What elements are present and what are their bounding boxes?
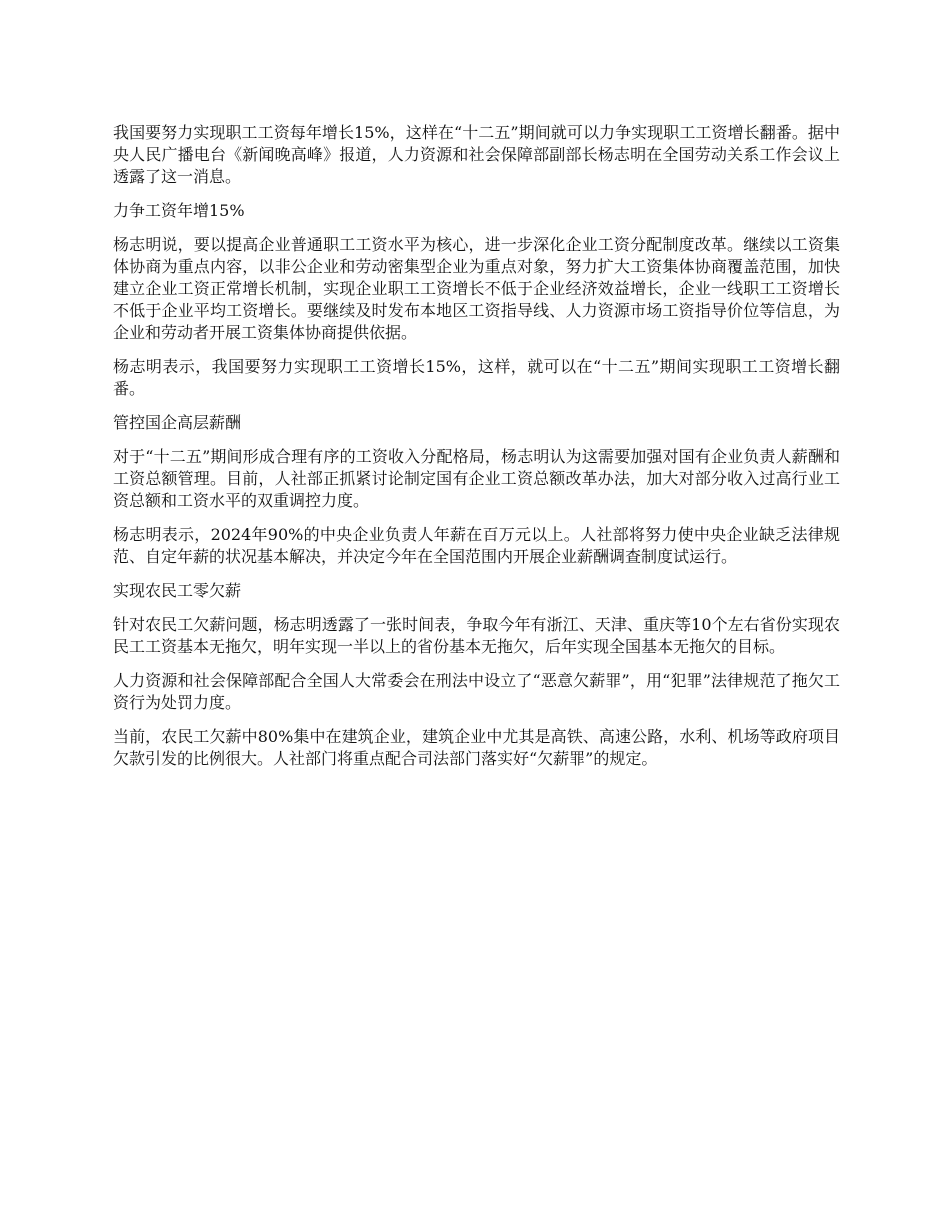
- document-page: [113, 122, 840, 782]
- section-heading-migrant-wages: 实现农民工零欠薪: [113, 581, 242, 600]
- paragraph-criminal-law: 人力资源和社会保障部配合全国人大常委会在刑法中设立了“恶意欠薪罪”，用“犯罪”法律规范了拖欠工资行为处罚力度。: [113, 671, 840, 712]
- section-heading-soe-pay: 管控国企高层薪酬: [113, 413, 242, 432]
- paragraph-arrears-timeline: 针对农民工欠薪问题，杨志明透露了一张时间表，争取今年有浙江、天津、重庆等10个左右省份实现农民工工资基本无拖欠，明年实现一半以上的省份基本无拖欠，后年实现全国基本无拖欠的目标。: [113, 615, 840, 656]
- paragraph-wage-reform: 杨志明说，要以提高企业普通职工工资水平为核心，进一步深化企业工资分配制度改革。继续以工资集体协商为重点内容，以非公企业和劳动密集型企业为重点对象，努力扩大工资集体协商覆盖范围，加快建立企业工资正常增长机制，实现企业职工工资增长不低于企业经济效益增长，企业一线职工工资增长不低于企业平均工资增长。要继续及时发布本地区工资指导线、人力资源市场工资指导价位等信息，为企业和劳动者开展工资集体协商提供依据。: [113, 235, 840, 342]
- section-heading-wage-growth: 力争工资年增15%: [113, 201, 245, 220]
- paragraph-soe-management: 对于“十二五”期间形成合理有序的工资收入分配格局，杨志明认为这需要加强对国有企业负责人薪酬和工资总额管理。目前，人社部正抓紧讨论制定国有企业工资总额改革办法，加大对部分收入过高行业工资总额和工资水平的双重调控力度。: [113, 447, 840, 510]
- intro-paragraph: 我国要努力实现职工工资每年增长15%，这样在“十二五”期间就可以力争实现职工工资增长翻番。据中央人民广播电台《新闻晚高峰》报道，人力资源和社会保障部副部长杨志明在全国劳动关系工作会议上透露了这一消息。: [113, 123, 840, 186]
- paragraph-wage-doubling: 杨志明表示，我国要努力实现职工工资增长15%，这样，就可以在“十二五”期间实现职工工资增长翻番。: [113, 357, 840, 398]
- paragraph-soe-salary: 杨志明表示，2024年90%的中央企业负责人年薪在百万元以上。人社部将努力使中央企业缺乏法律规范、自定年薪的状况基本解决，并决定今年在全国范围内开展企业薪酬调查制度试运行。: [113, 525, 840, 566]
- paragraph-construction-arrears: 当前，农民工欠薪中80%集中在建筑企业，建筑企业中尤其是高铁、高速公路，水利、机场等政府项目欠款引发的比例很大。人社部门将重点配合司法部门落实好“欠薪罪”的规定。: [113, 727, 840, 768]
